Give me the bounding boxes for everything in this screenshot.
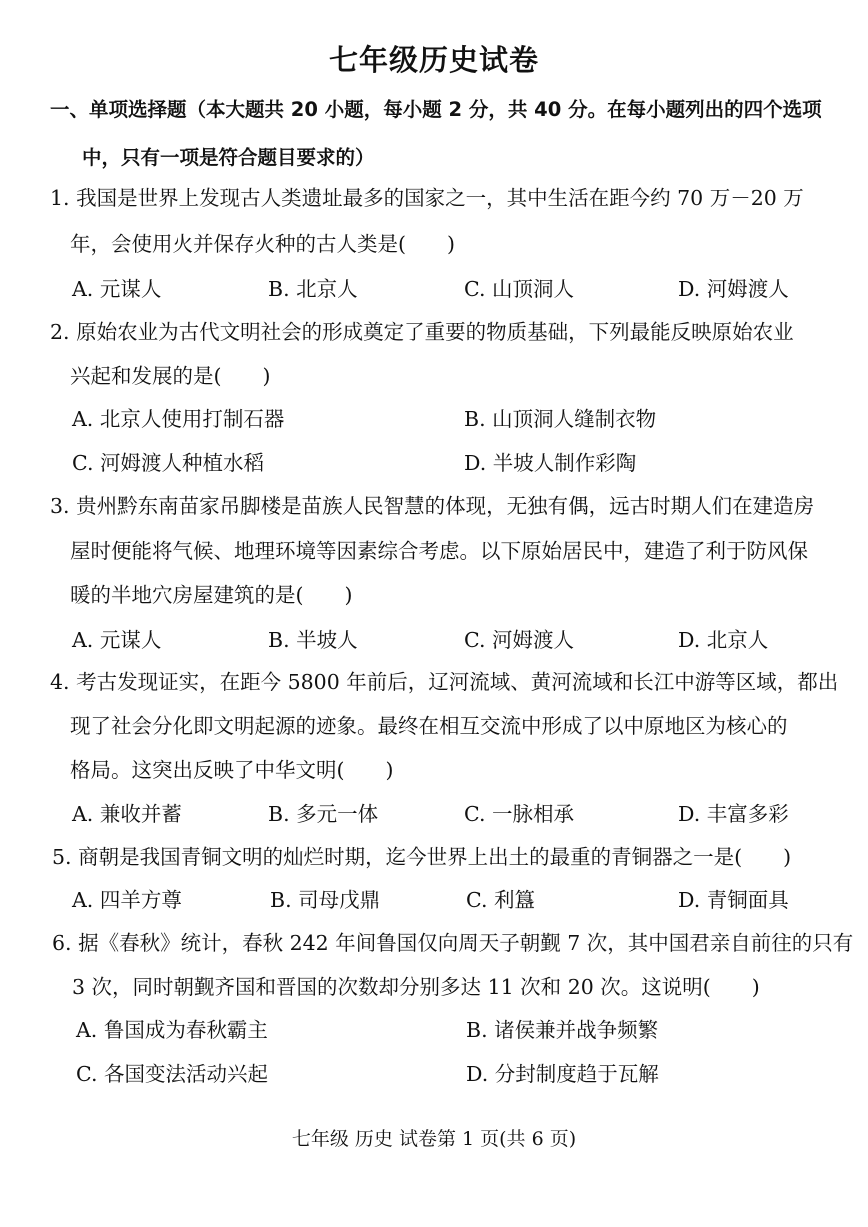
question-stem: 屋时便能将气候、地理环境等因素综合考虑。以下原始居民中，建造了利于防风保 (70, 539, 808, 563)
option-c: C. 山顶洞人 (464, 277, 574, 301)
option-a: A. 四羊方尊 (72, 888, 182, 912)
option-d: D. 北京人 (678, 628, 769, 652)
section-heading-line-1: 一、单项选择题（本大题共 20 小题，每小题 2 分，共 40 分。在每小题列出的四个选项 (50, 98, 822, 121)
option-a: A. 北京人使用打制石器 (72, 407, 285, 431)
option-d: D. 青铜面具 (678, 888, 789, 912)
option-c: C. 利簋 (466, 888, 535, 912)
question-stem: 现了社会分化即文明起源的迹象。最终在相互交流中形成了以中原地区为核心的 (70, 714, 788, 738)
option-d: D. 河姆渡人 (678, 277, 789, 301)
question-stem: 2. 原始农业为古代文明社会的形成奠定了重要的物质基础，下列最能反映原始农业 (50, 320, 794, 344)
option-b: B. 北京人 (268, 277, 358, 301)
option-d: D. 丰富多彩 (678, 802, 789, 826)
question-stem: 格局。这突出反映了中华文明( ) (70, 758, 394, 782)
option-c: C. 一脉相承 (464, 802, 574, 826)
question-stem: 3. 贵州黔东南苗家吊脚楼是苗族人民智慧的体现，无独有偶，远古时期人们在建造房 (50, 494, 815, 518)
option-c: C. 河姆渡人种植水稻 (72, 451, 264, 475)
question-stem: 兴起和发展的是( ) (70, 364, 271, 388)
option-a: A. 元谋人 (72, 277, 162, 301)
option-c: C. 各国变法活动兴起 (76, 1062, 268, 1086)
option-b: B. 司母戊鼎 (270, 888, 381, 912)
option-b: B. 诸侯兼并战争频繁 (466, 1018, 659, 1042)
option-a: A. 兼收并蓄 (72, 802, 182, 826)
question-stem: 1. 我国是世界上发现古人类遗址最多的国家之一，其中生活在距今约 70 万－20 万 (50, 186, 804, 210)
question-stem: 暖的半地穴房屋建筑的是( ) (70, 583, 353, 607)
option-b: B. 多元一体 (268, 802, 379, 826)
question-stem: 年，会使用火并保存火种的古人类是( ) (70, 232, 455, 256)
question-stem: 3 次，同时朝觐齐国和晋国的次数却分别多达 11 次和 20 次。这说明( ) (72, 975, 760, 999)
section-heading-line-2: 中，只有一项是符合题目要求的） (82, 146, 375, 169)
question-stem: 5. 商朝是我国青铜文明的灿烂时期，迄今世界上出土的最重的青铜器之一是( ) (52, 845, 792, 869)
page-title: 七年级历史试卷 (328, 43, 539, 77)
option-b: B. 半坡人 (268, 628, 358, 652)
option-c: C. 河姆渡人 (464, 628, 574, 652)
option-a: A. 元谋人 (72, 628, 162, 652)
option-d: D. 分封制度趋于瓦解 (466, 1062, 659, 1086)
option-d: D. 半坡人制作彩陶 (464, 451, 637, 475)
question-stem: 4. 考古发现证实，在距今 5800 年前后，辽河流域、黄河流域和长江中游等区域，都出 (50, 670, 839, 694)
question-stem: 6. 据《春秋》统计，春秋 242 年间鲁国仅向周天子朝觐 7 次，其中国君亲自前往的只有 (52, 931, 854, 955)
page-footer: 七年级 历史 试卷第 1 页(共 6 页) (291, 1128, 577, 1150)
option-a: A. 鲁国成为春秋霸主 (76, 1018, 268, 1042)
option-b: B. 山顶洞人缝制衣物 (464, 407, 657, 431)
